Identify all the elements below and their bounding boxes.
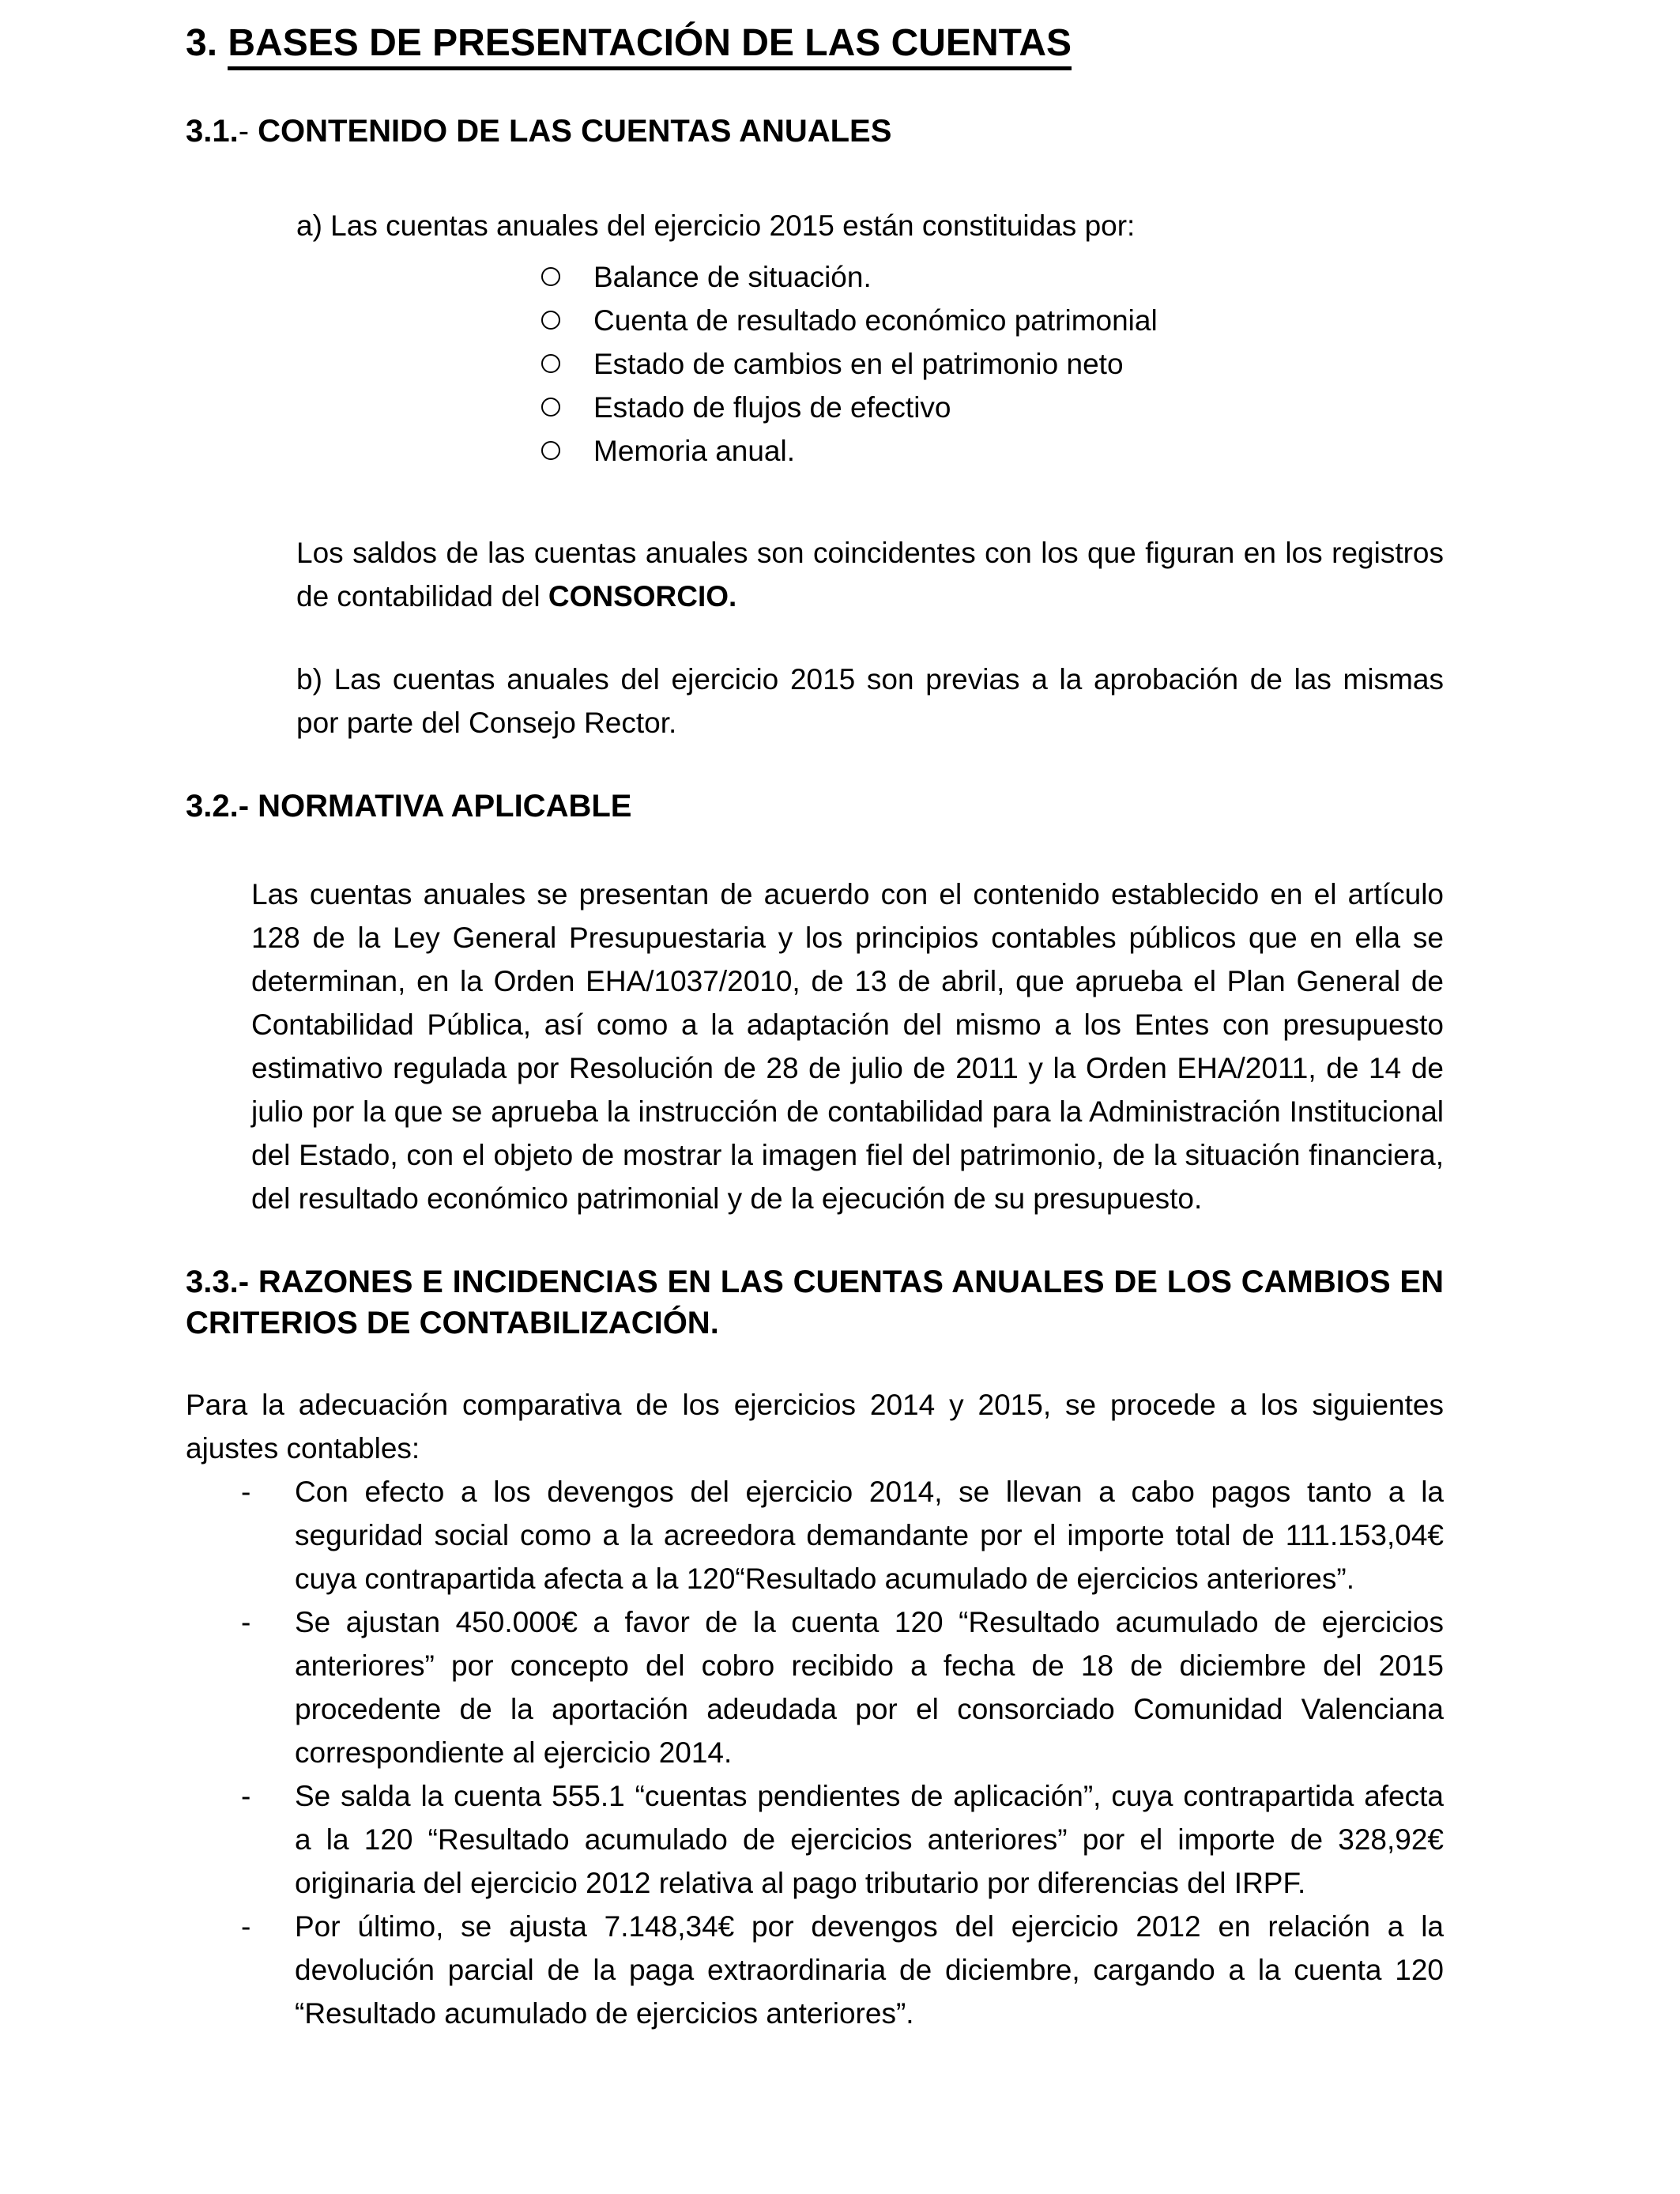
paragraph-item-a: a) Las cuentas anuales del ejercicio 2015 están constituidas por: [296,209,1136,242]
heading-3-1-dash: - [238,114,250,149]
heading-3-1-label: CONTENIDO DE LAS CUENTAS ANUALES [258,114,892,149]
paragraph-intro: Para la adecuación comparativa de los ejercicios 2014 y 2015, se procede a los siguientes ajustes contables: [186,1389,1444,1465]
bullet-item [186,429,1444,473]
paragraph-normativa: Las cuentas anuales se presentan de acuerdo con el contenido establecido en el artículo 128 de la Ley General Presupuestaria y los principios contables públicos que en ella se determinan, en la Orden EHA/1037/2010, de 13 de abril, que aprueba el Plan General de Contabilidad Pública, así como a la adaptación del mismo a los Entes con presupuesto estimativo regulada por Resolución de 28 de julio de 2011 y la Orden EHA/2011, de 14 de julio por la que se aprueba la instrucción de contabilidad para la Administración Institucional del Estado, con el objeto de mostrar la imagen fiel del patrimonio, de la situación financiera, del resultado económico patrimonial y de la ejecución de su presupuesto. [251,878,1444,1215]
bullet-text: Cuenta de resultado económico patrimonial [593,304,1158,337]
dash-item [186,1774,1444,1905]
dash-item-text: Se ajustan 450.000€ a favor de la cuenta 120 “Resultado acumulado de ejercicios anteriores” por concepto del cobro recibido a fecha de 18 de diciembre del 2015 procedente de la aportación adeudada por el consorciado Comunidad Valenciana correspondiente al ejercicio 2014. [295,1606,1444,1769]
bullet-text: Memoria anual. [593,435,796,467]
circle-bullet-icon [541,311,560,330]
paragraph-saldos [296,531,1444,618]
consorcio-bold-text: CONSORCIO. [548,580,737,613]
circle-bullet-icon [541,441,560,460]
title-number: 3. [186,22,218,64]
circle-bullet-icon [541,398,560,417]
dash-item [186,1600,1444,1774]
saldos-text: Los saldos de las cuentas anuales son coincidentes con los que figuran en los registros de contabilidad del [296,537,1444,613]
heading-3-1-number: 3.1. [186,114,239,149]
dash-bullet-icon: - [241,1476,251,1508]
annual-accounts-bullet-list [186,255,1444,473]
dash-item-text: Por último, se ajusta 7.148,34€ por devengos del ejercicio 2012 en relación a la devolución parcial de la paga extraordinaria de diciembre, cargando a la cuenta 120 “Resultado acumulado de ejercicios anteriores”. [295,1910,1444,2030]
bullet-text: Estado de cambios en el patrimonio neto [593,348,1124,380]
bullet-text: Estado de flujos de efectivo [593,391,951,424]
bullet-item [186,386,1444,429]
adjustments-dash-list [186,1470,1444,2035]
bullet-item [186,299,1444,342]
dash-item-text: Con efecto a los devengos del ejercicio 2014, se llevan a cabo pagos tanto a la seguridad social como a la acreedora demandante por el importe total de 111.153,04€ cuya contrapartida afecta a la 120“Resultado acumulado de ejercicios anteriores”. [295,1476,1444,1595]
document-title [186,19,1444,68]
bullet-item [186,342,1444,386]
bullet-text: Balance de situación. [593,261,872,293]
dash-bullet-icon: - [241,1780,251,1812]
dash-bullet-icon: - [241,1606,251,1638]
dash-item [186,1905,1444,2035]
paragraph-item-b: b) Las cuentas anuales del ejercicio 2015 son previas a la aprobación de las mismas por parte del Consejo Rector. [296,663,1444,739]
circle-bullet-icon [541,354,560,373]
dash-bullet-icon: - [241,1910,251,1943]
dash-item [186,1470,1444,1600]
section-heading-3-1 [186,111,1444,152]
title-underlined-text: BASES DE PRESENTACIÓN DE LAS CUENTAS [228,22,1072,70]
circle-bullet-icon [541,267,560,286]
section-heading-3-2: 3.2.- NORMATIVA APLICABLE [186,789,632,824]
section-heading-3-3: 3.3.- RAZONES E INCIDENCIAS EN LAS CUENTAS ANUALES DE LOS CAMBIOS EN CRITERIOS DE CONTABILIZACIÓN. [186,1265,1444,1340]
dash-item-text: Se salda la cuenta 555.1 “cuentas pendientes de aplicación”, cuya contrapartida afecta a la 120 “Resultado acumulado de ejercicios anteriores” por el importe de 328,92€ originaria del ejercicio 2012 relativa al pago tributario por diferencias del IRPF. [295,1780,1444,1899]
bullet-item [186,255,1444,299]
